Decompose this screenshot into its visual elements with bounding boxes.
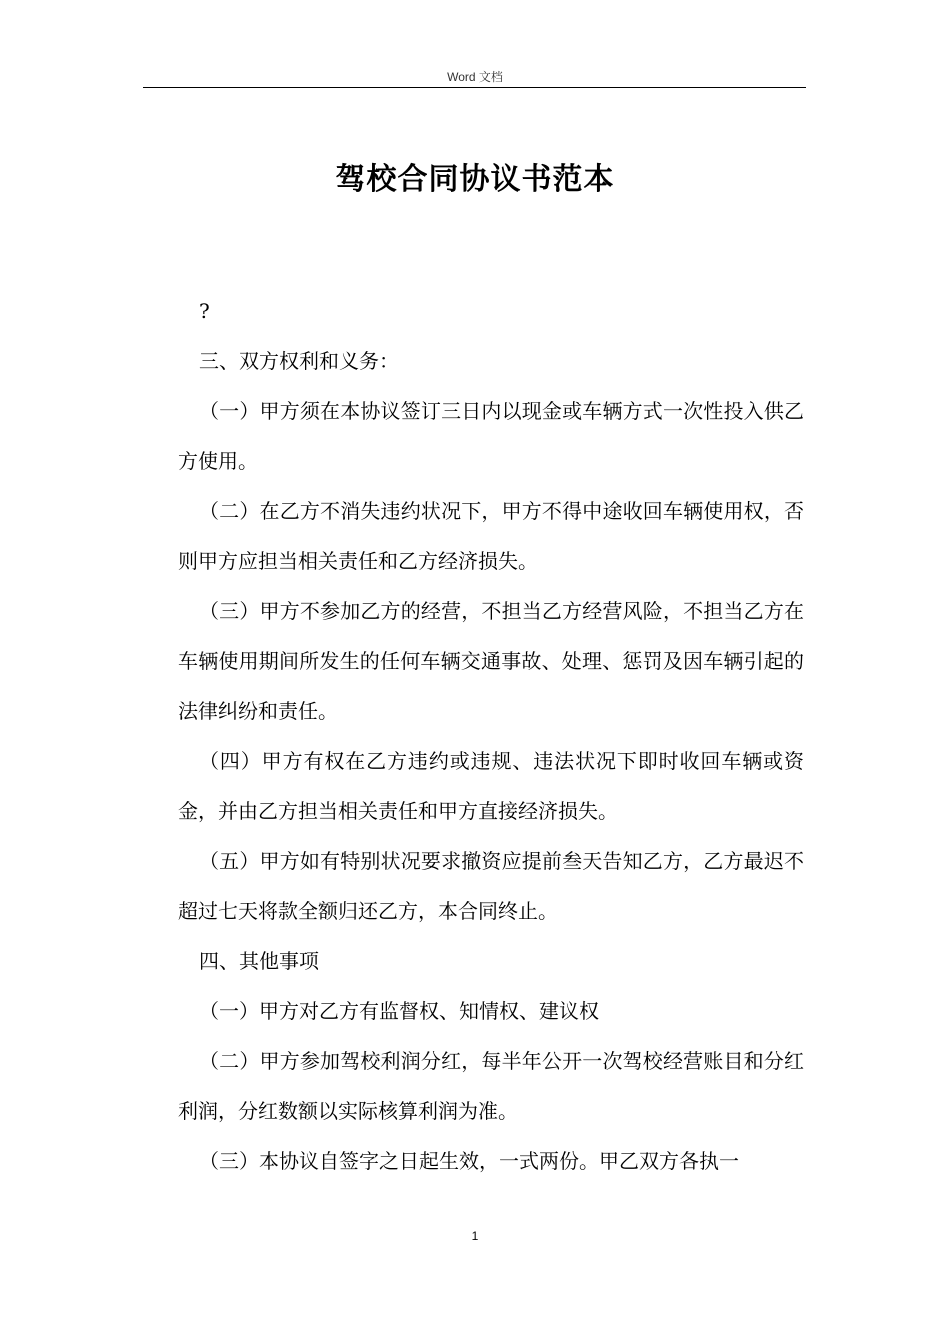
paragraph: （一）甲方须在本协议签订三日内以现金或车辆方式一次性投入供乙方使用。: [178, 399, 804, 473]
paragraph: （二）甲方参加驾校利润分红，每半年公开一次驾校经营账目和分红利润，分红数额以实际核算利润为准。: [178, 1049, 804, 1123]
document-title: 驾校合同协议书范本: [335, 162, 615, 197]
section-heading-other-matters: 四、其他事项: [199, 949, 319, 973]
paragraph: （三）甲方不参加乙方的经营，不担当乙方经营风险，不担当乙方在车辆使用期间所发生的任何车辆交通事故、处理、惩罚及因车辆引起的法律纠纷和责任。: [178, 599, 804, 723]
page-number: 1: [471, 1229, 479, 1243]
section-heading-rights-obligations: 三、双方权利和义务：: [199, 349, 399, 373]
paragraph: （五）甲方如有特别状况要求撤资应提前叁天告知乙方，乙方最迟不超过七天将款全额归还乙方，本合同终止。: [178, 849, 804, 923]
page-header-text: Word 文档: [447, 70, 503, 84]
document-body: [178, 286, 804, 1186]
paragraph: （三）本协议自签字之日起生效，一式两份。甲乙双方各执一: [199, 1149, 739, 1173]
header-divider: [143, 87, 806, 88]
paragraph: （二）在乙方不消失违约状况下，甲方不得中途收回车辆使用权，否则甲方应担当相关责任和乙方经济损失。: [178, 499, 804, 573]
paragraph-question-mark: ?: [199, 299, 210, 323]
paragraph: （一）甲方对乙方有监督权、知情权、建议权: [199, 999, 599, 1023]
paragraph: （四）甲方有权在乙方违约或违规、违法状况下即时收回车辆或资金，并由乙方担当相关责任和甲方直接经济损失。: [178, 749, 804, 823]
